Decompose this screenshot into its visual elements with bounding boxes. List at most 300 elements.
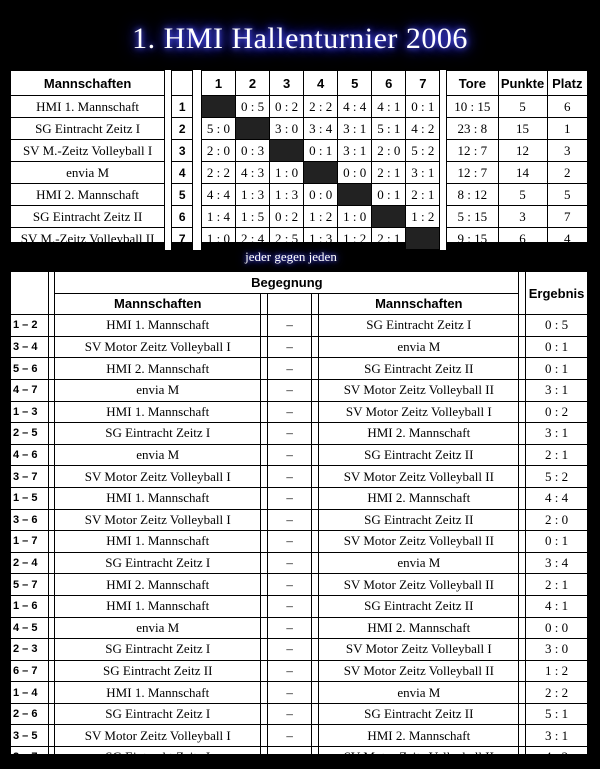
column-gap [519,595,526,617]
opponent-column-header: 4 [304,71,338,96]
match-result: 3 : 4 [526,552,588,574]
match-result-cell: 1 : 3 [270,184,304,206]
home-team: HMI 2. Mannschaft [55,574,261,596]
column-gap [312,552,319,574]
match-pair: 5 – 7 [11,574,49,596]
away-team: HMI 2. Mannschaft [319,725,519,747]
home-team: SV Motor Zeitz Volleyball I [55,336,261,358]
column-gap [165,162,172,184]
round-robin-banner: jeder gegen jeden [245,249,337,264]
goals-cell: 12 : 7 [447,162,498,184]
standings-row [11,206,588,228]
column-gap [261,552,268,574]
match-pair: 3 – 5 [11,725,49,747]
away-team: SV Motor Zeitz Volleyball II [319,531,519,553]
points-cell: 14 [498,162,547,184]
column-gap [519,423,526,445]
match-result: 0 : 5 [526,315,588,337]
column-gap [440,118,447,140]
column-gap [312,682,319,704]
match-result: 2 : 2 [526,682,588,704]
opponent-column-header: 5 [338,71,372,96]
match-result: 4 : 4 [526,487,588,509]
match-pair: 2 – 3 [11,639,49,661]
column-gap [519,358,526,380]
match-row [11,401,588,423]
match-result-cell: 1 : 3 [304,228,338,250]
match-result: 3 : 1 [526,379,588,401]
team-name: SV M.-Zeitz Volleyball I [11,140,165,162]
column-gap [193,96,202,118]
match-result-cell: 1 : 0 [201,228,235,250]
away-team: envia M [319,552,519,574]
page-title: 1. HMI Hallenturnier 2006 [132,22,468,55]
column-gap [519,272,526,315]
points-cell: 5 [498,184,547,206]
home-team: SG Eintracht Zeitz I [55,639,261,661]
home-team: HMI 1. Mannschaft [55,401,261,423]
teams-column-header: Mannschaften [11,71,165,96]
match-row [11,444,588,466]
home-team: SG Eintracht Zeitz II [55,660,261,682]
column-gap [193,71,202,96]
match-pair: 2 – 5 [11,423,49,445]
home-team: SV Motor Zeitz Volleyball I [55,725,261,747]
match-result: 3 : 1 [526,423,588,445]
self-match-cell [372,206,406,228]
column-gap [519,552,526,574]
column-gap [519,336,526,358]
column-gap [48,595,55,617]
match-result-cell: 0 : 1 [372,184,406,206]
column-gap [312,401,319,423]
column-gap [261,703,268,725]
match-result: 4 : 1 [526,595,588,617]
match-row [11,639,588,661]
column-gap [48,272,55,315]
column-gap [519,725,526,747]
match-result-cell: 0 : 3 [236,140,270,162]
match-result-cell: 5 : 1 [372,118,406,140]
column-gap [48,725,55,747]
rank-cell: 7 [547,206,587,228]
match-row [11,315,588,337]
column-gap [312,358,319,380]
match-result-cell: 0 : 2 [270,96,304,118]
match-pair: 3 – 4 [11,336,49,358]
team-number: 5 [172,184,193,206]
match-result-cell: 2 : 2 [201,162,235,184]
away-team: envia M [319,682,519,704]
opponent-column-header: 7 [406,71,440,96]
matches-header-row-2 [11,293,588,315]
column-gap [261,574,268,596]
match-result-cell: 1 : 4 [201,206,235,228]
away-team: SV Motor Zeitz Volleyball II [319,466,519,488]
column-gap [48,509,55,531]
standings-row [11,140,588,162]
column-gap [193,162,202,184]
away-team: envia M [319,336,519,358]
standings-table [10,70,588,250]
match-result: 0 : 1 [526,531,588,553]
column-gap [261,617,268,639]
self-match-cell [270,140,304,162]
pair-column-header [11,272,49,315]
away-team: SV Motor Zeitz Volleyball II [319,379,519,401]
column-gap [519,466,526,488]
match-result-cell: 4 : 4 [201,184,235,206]
column-gap [440,140,447,162]
column-gap [48,444,55,466]
away-team: SV Motor Zeitz Volleyball I [319,401,519,423]
match-result-cell: 3 : 4 [304,118,338,140]
match-row [11,423,588,445]
column-gap [261,466,268,488]
column-gap [48,682,55,704]
column-gap [261,682,268,704]
match-result-cell: 4 : 2 [406,118,440,140]
column-gap [440,184,447,206]
column-gap [48,315,55,337]
column-gap [312,574,319,596]
match-dash: – [267,725,312,747]
column-gap [261,660,268,682]
home-team: SV Motor Zeitz Volleyball I [55,466,261,488]
away-team: SG Eintracht Zeitz II [319,595,519,617]
match-row [11,509,588,531]
column-gap [48,531,55,553]
column-gap [312,423,319,445]
home-team: HMI 2. Mannschaft [55,358,261,380]
away-team-column-header: Mannschaften [319,293,519,315]
column-gap [193,206,202,228]
match-row [11,617,588,639]
column-gap [519,574,526,596]
column-gap [312,444,319,466]
goals-column-header: Tore [447,71,498,96]
column-gap [261,423,268,445]
match-result-cell: 4 : 1 [372,96,406,118]
self-match-cell [304,162,338,184]
standings-row [11,228,588,250]
rank-column-header: Platz [547,71,587,96]
match-row [11,574,588,596]
standings-row [11,184,588,206]
column-gap [261,336,268,358]
column-gap [165,71,172,96]
match-dash: – [267,552,312,574]
goals-cell: 5 : 15 [447,206,498,228]
self-match-cell [236,118,270,140]
rank-cell: 3 [547,140,587,162]
match-result-cell: 2 : 0 [201,140,235,162]
matches-header-row-1 [11,272,588,294]
match-result-cell: 2 : 1 [372,228,406,250]
standings-header-row [11,71,588,96]
match-dash: – [267,531,312,553]
match-pair: 1 – 4 [11,682,49,704]
match-dash: – [267,660,312,682]
home-team-column-header: Mannschaften [55,293,261,315]
match-result-cell: 3 : 1 [406,162,440,184]
column-gap [48,336,55,358]
rank-cell: 1 [547,118,587,140]
match-result-cell: 2 : 1 [372,162,406,184]
match-pair: 6 – 7 [11,660,49,682]
match-pair: 5 – 6 [11,358,49,380]
match-result-cell: 4 : 4 [338,96,372,118]
column-gap [440,71,447,96]
match-row [11,379,588,401]
match-dash: – [267,358,312,380]
match-pair: 1 – 6 [11,595,49,617]
match-dash: – [267,379,312,401]
away-team: SV Motor Zeitz Volleyball II [319,747,519,769]
match-pair: 1 – 2 [11,315,49,337]
self-match-cell [201,96,235,118]
match-result-cell: 0 : 5 [236,96,270,118]
match-dash: – [267,682,312,704]
team-number: 3 [172,140,193,162]
match-result: 0 : 1 [526,336,588,358]
home-team: HMI 1. Mannschaft [55,682,261,704]
column-gap [440,206,447,228]
match-result: 5 : 2 [526,466,588,488]
match-pair: 2 – 4 [11,552,49,574]
match-pair: 4 – 7 [11,379,49,401]
match-pair: 3 – 6 [11,509,49,531]
home-team: envia M [55,379,261,401]
match-result-cell: 1 : 2 [338,228,372,250]
match-dash: – [267,423,312,445]
match-pair: 2 – 6 [11,703,49,725]
match-result-cell: 0 : 1 [406,96,440,118]
column-gap [312,379,319,401]
column-gap [312,315,319,337]
opponent-column-header: 2 [236,71,270,96]
match-pair: 2 – 7 [11,747,49,769]
encounter-header: Begegnung [55,272,519,294]
away-team: SG Eintracht Zeitz II [319,444,519,466]
opponent-column-header: 3 [270,71,304,96]
column-gap [312,531,319,553]
column-gap [261,595,268,617]
match-result: 2 : 0 [526,509,588,531]
match-result-cell: 5 : 2 [406,140,440,162]
goals-cell: 23 : 8 [447,118,498,140]
match-pair: 1 – 5 [11,487,49,509]
away-team: SG Eintracht Zeitz I [319,315,519,337]
standings-row [11,162,588,184]
column-gap [261,509,268,531]
away-team: SV Motor Zeitz Volleyball II [319,660,519,682]
self-match-cell [338,184,372,206]
match-dash: – [267,617,312,639]
match-row [11,725,588,747]
rank-cell: 2 [547,162,587,184]
team-number: 4 [172,162,193,184]
column-gap [48,703,55,725]
column-gap [48,617,55,639]
team-name: SV M.-Zeitz Volleyball II [11,228,165,250]
match-result: 2 : 1 [526,574,588,596]
away-team: SG Eintracht Zeitz II [319,358,519,380]
match-result-cell: 3 : 1 [338,140,372,162]
column-gap [312,660,319,682]
self-match-cell [406,228,440,250]
rank-cell: 5 [547,184,587,206]
column-gap [312,293,319,315]
points-cell: 6 [498,228,547,250]
column-gap [48,574,55,596]
match-dash: – [267,574,312,596]
match-dash: – [267,747,312,769]
column-gap [193,184,202,206]
column-gap [519,401,526,423]
match-row [11,552,588,574]
home-team: SG Eintracht Zeitz I [55,552,261,574]
column-gap [519,444,526,466]
dash-column-header [267,293,312,315]
column-gap [519,315,526,337]
match-pair: 3 – 7 [11,466,49,488]
match-result: 4 : 2 [526,747,588,769]
home-team: HMI 1. Mannschaft [55,487,261,509]
match-dash: – [267,703,312,725]
column-gap [519,509,526,531]
column-gap [519,660,526,682]
match-result: 2 : 1 [526,444,588,466]
column-gap [519,379,526,401]
away-team: SG Eintracht Zeitz II [319,509,519,531]
column-gap [312,725,319,747]
result-column-header: Ergebnis [526,272,588,315]
match-result-cell: 2 : 4 [236,228,270,250]
column-gap [165,228,172,250]
team-number: 1 [172,96,193,118]
match-result-cell: 1 : 2 [406,206,440,228]
match-result-cell: 0 : 2 [270,206,304,228]
column-gap [48,379,55,401]
match-result-cell: 5 : 0 [201,118,235,140]
column-gap [193,228,202,250]
home-team: SG Eintracht Zeitz I [55,423,261,445]
match-dash: – [267,444,312,466]
match-pair: 4 – 5 [11,617,49,639]
match-result-cell: 2 : 5 [270,228,304,250]
match-result: 1 : 2 [526,660,588,682]
match-dash: – [267,509,312,531]
points-column-header: Punkte [498,71,547,96]
home-team: SV Motor Zeitz Volleyball I [55,509,261,531]
home-team: SG Eintracht Zeitz I [55,747,261,769]
home-team: HMI 1. Mannschaft [55,595,261,617]
column-gap [165,96,172,118]
column-gap [440,96,447,118]
goals-cell: 12 : 7 [447,140,498,162]
column-gap [48,358,55,380]
match-result-cell: 1 : 3 [236,184,270,206]
column-gap [165,206,172,228]
match-dash: – [267,315,312,337]
rank-cell: 6 [547,96,587,118]
goals-cell: 10 : 15 [447,96,498,118]
column-gap [48,487,55,509]
column-gap [261,487,268,509]
match-result: 3 : 1 [526,725,588,747]
column-gap [312,639,319,661]
match-dash: – [267,487,312,509]
away-team: SV Motor Zeitz Volleyball I [319,639,519,661]
away-team: HMI 2. Mannschaft [319,487,519,509]
match-result-cell: 4 : 3 [236,162,270,184]
team-name: envia M [11,162,165,184]
match-row [11,466,588,488]
column-gap [312,336,319,358]
match-result-cell: 0 : 0 [338,162,372,184]
team-number: 7 [172,228,193,250]
match-result-cell: 3 : 0 [270,118,304,140]
match-row [11,747,588,769]
team-name: HMI 1. Mannschaft [11,96,165,118]
column-gap [312,747,319,769]
column-gap [48,747,55,769]
column-gap [312,509,319,531]
column-gap [519,617,526,639]
home-team: HMI 1. Mannschaft [55,531,261,553]
match-result-cell: 2 : 0 [372,140,406,162]
column-gap [48,423,55,445]
column-gap [48,466,55,488]
home-team: SG Eintracht Zeitz I [55,703,261,725]
column-gap [48,552,55,574]
column-gap [312,487,319,509]
match-result-cell: 0 : 1 [304,140,338,162]
match-row [11,336,588,358]
column-gap [519,639,526,661]
column-gap [519,531,526,553]
match-result: 0 : 0 [526,617,588,639]
match-result-cell: 3 : 1 [338,118,372,140]
column-gap [165,118,172,140]
match-result-cell: 2 : 1 [406,184,440,206]
away-team: SG Eintracht Zeitz II [319,703,519,725]
column-gap [48,401,55,423]
team-number: 6 [172,206,193,228]
column-gap [519,747,526,769]
matches-table [10,271,588,769]
column-gap [193,118,202,140]
match-row [11,682,588,704]
goals-cell: 9 : 15 [447,228,498,250]
match-dash: – [267,401,312,423]
match-result: 3 : 0 [526,639,588,661]
column-gap [312,595,319,617]
column-gap [440,162,447,184]
points-cell: 5 [498,96,547,118]
match-pair: 4 – 6 [11,444,49,466]
column-gap [261,531,268,553]
match-dash: – [267,336,312,358]
column-gap [48,660,55,682]
team-number: 2 [172,118,193,140]
match-result-cell: 1 : 2 [304,206,338,228]
column-gap [261,379,268,401]
match-result: 5 : 1 [526,703,588,725]
away-team: SV Motor Zeitz Volleyball II [319,574,519,596]
column-gap [261,639,268,661]
